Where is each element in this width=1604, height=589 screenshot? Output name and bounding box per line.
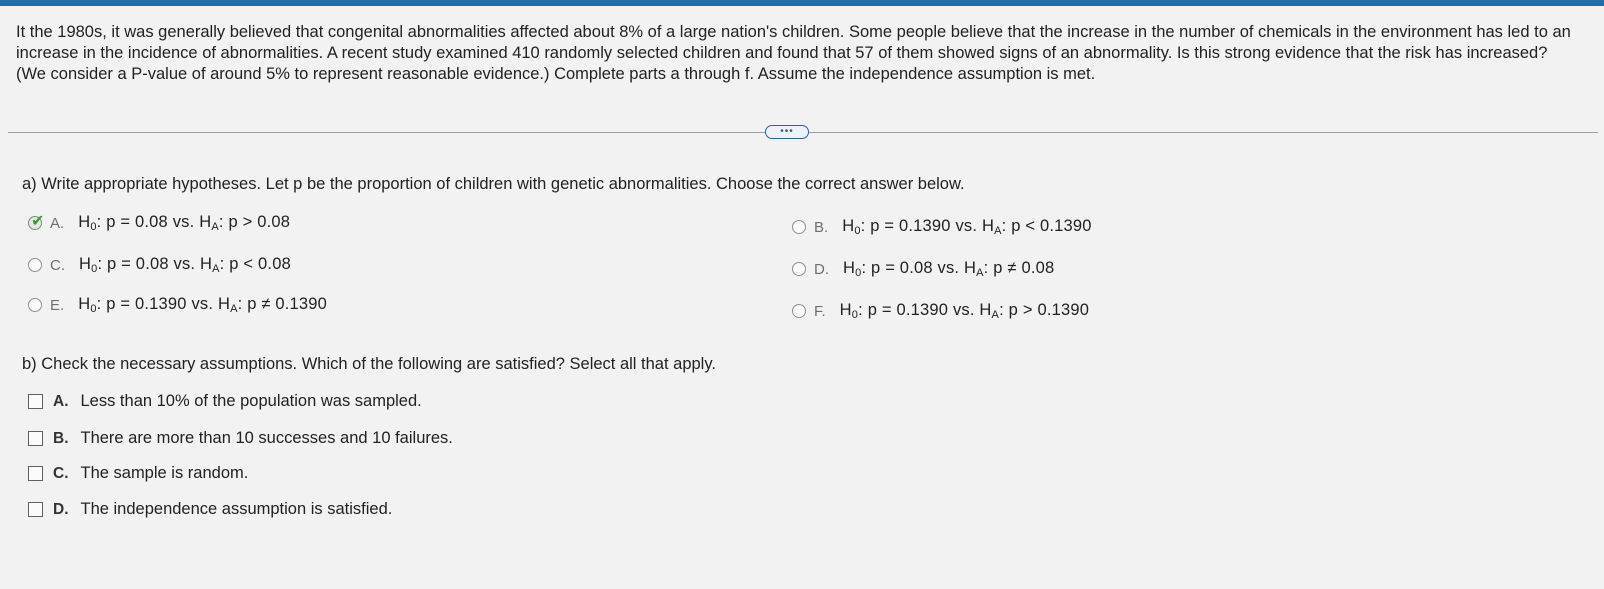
option-letter: E.	[50, 296, 65, 314]
option-text: There are more than 10 successes and 10 failures.	[80, 429, 453, 447]
problem-statement: It the 1980s, it was generally believed that congenital abnormalities affected about 8% of a large nation's children. Some people believe that the increase in the number of chemicals in the environment has led to an increase in the incidence of abnormalities. A recent study examined 410 randomly selected children and found that 57 of them showed signs of an abnormality. Is this strong evidence that the risk has increased? (We consider a P-value of around 5% to represent reasonable evidence.) Complete parts a through f. Assume the independence assumption is met.	[16, 23, 1571, 83]
checkbox-option-b[interactable]	[28, 429, 453, 448]
option-letter: C.	[53, 464, 69, 482]
option-d[interactable]	[792, 259, 1054, 279]
option-formula: $H_0$: p = 0.08 vs. $H_A$: p ≠ 0.08	[843, 259, 1055, 279]
vs-text: vs.	[173, 255, 196, 273]
checkbox-icon[interactable]	[28, 466, 43, 481]
checkbox-icon[interactable]	[28, 502, 43, 517]
ha-value: p > 0.08	[228, 213, 291, 231]
option-letter: A.	[50, 214, 65, 232]
checkbox-option-a[interactable]	[28, 392, 422, 411]
radio-icon[interactable]	[28, 298, 42, 312]
vs-text: vs.	[172, 213, 195, 231]
ha-value: p < 0.1390	[1011, 217, 1092, 235]
ha-value: p ≠ 0.1390	[247, 295, 328, 313]
part-a-prompt: a) Write appropriate hypotheses. Let p be the proportion of children with genetic abnormalities. Choose the correct answer below.	[22, 175, 965, 193]
checkbox-option-c[interactable]	[28, 464, 248, 483]
option-letter: D.	[814, 260, 829, 278]
radio-selected-icon[interactable]	[28, 213, 45, 230]
option-letter: C.	[50, 256, 65, 274]
part-b-prompt: b) Check the necessary assumptions. Which of the following are satisfied? Select all that apply.	[22, 355, 716, 373]
option-letter: D.	[53, 500, 69, 518]
option-formula: $H_0$: p = 0.1390 vs. $H_A$: p > 0.1390	[839, 301, 1090, 321]
option-letter: B.	[53, 429, 69, 447]
option-e[interactable]	[28, 295, 327, 315]
option-text: The independence assumption is satisfied.	[80, 500, 393, 518]
ha-value: p < 0.08	[229, 255, 291, 273]
option-f[interactable]	[792, 301, 1089, 321]
option-formula: $H_0$: p = 0.08 vs. $H_A$: p > 0.08	[78, 213, 291, 233]
top-accent-bar	[0, 0, 1604, 6]
h0-value: p = 0.08	[107, 255, 169, 273]
radio-icon[interactable]	[792, 304, 806, 318]
h0-value: p = 0.1390	[106, 295, 187, 313]
radio-icon[interactable]	[792, 220, 806, 234]
option-letter: A.	[53, 392, 69, 410]
option-b[interactable]	[792, 217, 1092, 237]
h0-value: p = 0.1390	[867, 301, 949, 319]
option-a[interactable]	[28, 213, 290, 233]
checkmark-icon: ✔	[31, 213, 45, 230]
h0-value: p = 0.1390	[870, 217, 951, 235]
option-formula: $H_0$: p = 0.08 vs. $H_A$: p < 0.08	[79, 255, 291, 275]
vs-text: vs.	[191, 295, 214, 313]
h0-value: p = 0.08	[871, 259, 933, 277]
checkbox-icon[interactable]	[28, 431, 43, 446]
option-c[interactable]	[28, 255, 291, 275]
option-letter: F.	[814, 302, 826, 320]
vs-text: vs.	[937, 259, 960, 277]
radio-icon[interactable]	[792, 262, 806, 276]
checkbox-option-d[interactable]	[28, 500, 392, 519]
ha-value: p ≠ 0.08	[993, 259, 1055, 277]
expand-button[interactable]: •••	[765, 125, 809, 139]
vs-text: vs.	[952, 301, 975, 319]
checkbox-icon[interactable]	[28, 394, 43, 409]
option-text: The sample is random.	[80, 464, 249, 482]
vs-text: vs.	[955, 217, 978, 235]
option-formula: $H_0$: p = 0.1390 vs. $H_A$: p < 0.1390	[842, 217, 1092, 237]
h0-value: p = 0.08	[106, 213, 168, 231]
option-letter: B.	[814, 218, 829, 236]
option-text: Less than 10% of the population was sampled.	[80, 392, 422, 410]
radio-icon[interactable]	[28, 258, 42, 272]
ha-value: p > 0.1390	[1008, 301, 1090, 319]
option-formula: $H_0$: p = 0.1390 vs. $H_A$: p ≠ 0.1390	[78, 295, 328, 315]
